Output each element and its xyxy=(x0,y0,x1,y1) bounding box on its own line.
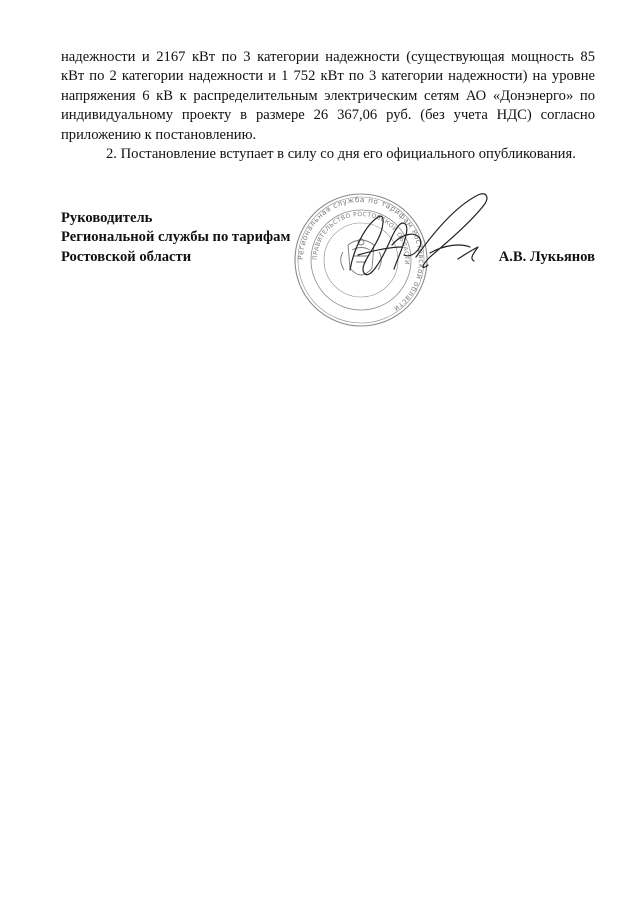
paragraph-line: напряжения 6 кВ к распределительным электрическим сетям АО «Донэнерго» по xyxy=(61,87,595,104)
seal-outer-text: Региональная служба по тарифам Ростовской области xyxy=(295,194,427,314)
paragraph-line: надежности и 2167 кВт по 3 категории надежности (существующая мощность 85 xyxy=(61,49,595,65)
signatory-title-line: Ростовской области xyxy=(61,248,192,265)
paragraph-effective-date: 2. Постановление вступает в силу со дня его официального опубликования. xyxy=(106,146,576,163)
paragraph-line: кВт по 2 категории надежности и 1 752 кВт по 3 категории надежности) на уровне xyxy=(61,68,595,85)
signatory-title-line: Руководитель xyxy=(61,210,153,226)
paragraph-line: приложению к постановлению. xyxy=(61,126,257,143)
seal-inner-text: ПРАВИТЕЛЬСТВО РОСТОВСКОЙ ОБЛАСТИ xyxy=(311,210,411,266)
signatory-name: А.В. Лукьянов xyxy=(498,248,595,265)
paragraph-tariff-decision xyxy=(61,48,595,145)
document-body xyxy=(61,48,595,164)
signature-block xyxy=(61,209,595,267)
signatory-title-line: Региональной службы по тарифам xyxy=(61,229,291,246)
paragraph-line: индивидуальному проекту в размере 26 367,06 руб. (без учета НДС) согласно xyxy=(61,107,595,124)
